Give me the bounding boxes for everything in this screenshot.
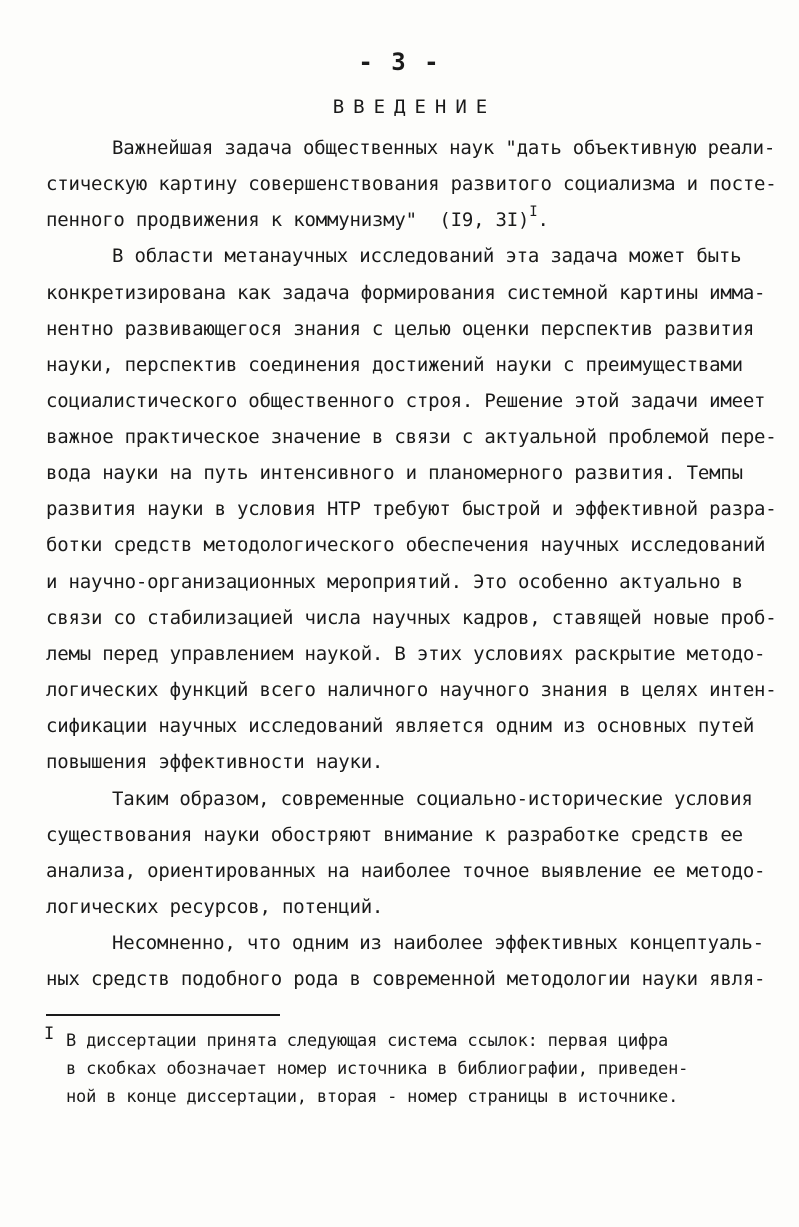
paragraph-4-line-1: Несомненно, что одним из наиболее эффективных концептуаль- bbox=[112, 932, 764, 954]
paragraph-1-line-3 bbox=[46, 204, 549, 234]
paragraph-2-line-7: вода науки на путь интенсивного и планомерного развития. Темпы bbox=[46, 462, 743, 484]
paragraph-1-line-3-text: пенного продвижения к коммунизму" (I9, 3I) bbox=[46, 209, 530, 231]
paragraph-2-line-10: и научно-организационных мероприятий. Это особенно актуально в bbox=[46, 571, 743, 593]
footnote-marker: I bbox=[44, 1024, 55, 1044]
paragraph-2-line-8: развития науки в условия НТР требуют быстрой и эффективной разра- bbox=[46, 498, 777, 520]
paragraph-2-line-14: сификации научных исследований является одним из основных путей bbox=[46, 715, 755, 737]
paragraph-2-line-3: нентно развивающегося знания с целью оценки перспектив развития bbox=[46, 318, 755, 340]
page-number: - 3 - bbox=[358, 48, 441, 76]
paragraph-2-line-11: связи со стабилизацией числа научных кадров, ставящей новые проб- bbox=[46, 607, 777, 629]
paragraph-4-line-2: ных средств подобного рода в современной методологии науки явля- bbox=[46, 968, 766, 990]
paragraph-2-line-9: ботки средств методологического обеспечения научных исследований bbox=[46, 534, 766, 556]
paragraph-2-line-15: повышения эффективности науки. bbox=[46, 751, 384, 773]
paragraph-3-line-2: существования науки обостряют внимание к разработке средств ее bbox=[46, 824, 743, 846]
paragraph-2-line-4: науки, перспектив соединения достижений науки с преимуществами bbox=[46, 354, 743, 376]
footnote-reference: I bbox=[529, 204, 538, 220]
paragraph-1-line-1: Важнейшая задача общественных наук "дать объективную реали- bbox=[112, 137, 776, 159]
paragraph-2-line-5: социалистического общественного строя. Решение этой задачи имеет bbox=[46, 390, 766, 412]
footnote-line-3: ной в конце диссертации, вторая - номер страницы в источнике. bbox=[66, 1087, 679, 1107]
paragraph-2-line-2: конкретизирована как задача формирования системной картины имма- bbox=[46, 282, 766, 304]
paragraph-2-line-1: В области метанаучных исследований эта задача может быть bbox=[112, 245, 742, 267]
sentence-end-period: . bbox=[537, 209, 549, 231]
paragraph-3-line-3: анализа, ориентированных на наиболее точное выявление ее методо- bbox=[46, 860, 766, 882]
paragraph-2-line-6: важное практическое значение в связи с актуальной проблемой пере- bbox=[46, 426, 777, 448]
section-heading: ВВЕДЕНИЕ bbox=[332, 96, 497, 118]
paragraph-1-line-2: стическую картину совершенствования развитого социализма и посте- bbox=[46, 173, 777, 195]
paragraph-2-line-13: логических функций всего наличного научного знания в целях интен- bbox=[46, 679, 777, 701]
paragraph-3-line-4: логических ресурсов, потенций. bbox=[46, 896, 384, 918]
footnote-line-2: в скобках обозначает номер источника в библиографии, приведен- bbox=[66, 1059, 689, 1079]
footnote-separator bbox=[46, 1014, 280, 1016]
paragraph-2-line-12: лемы перед управлением наукой. В этих условиях раскрытие методо- bbox=[46, 643, 766, 665]
paragraph-3-line-1: Таким образом, современные социально-исторические условия bbox=[112, 788, 753, 810]
footnote-line-1: В диссертации принята следующая система ссылок: первая цифра bbox=[66, 1031, 669, 1051]
